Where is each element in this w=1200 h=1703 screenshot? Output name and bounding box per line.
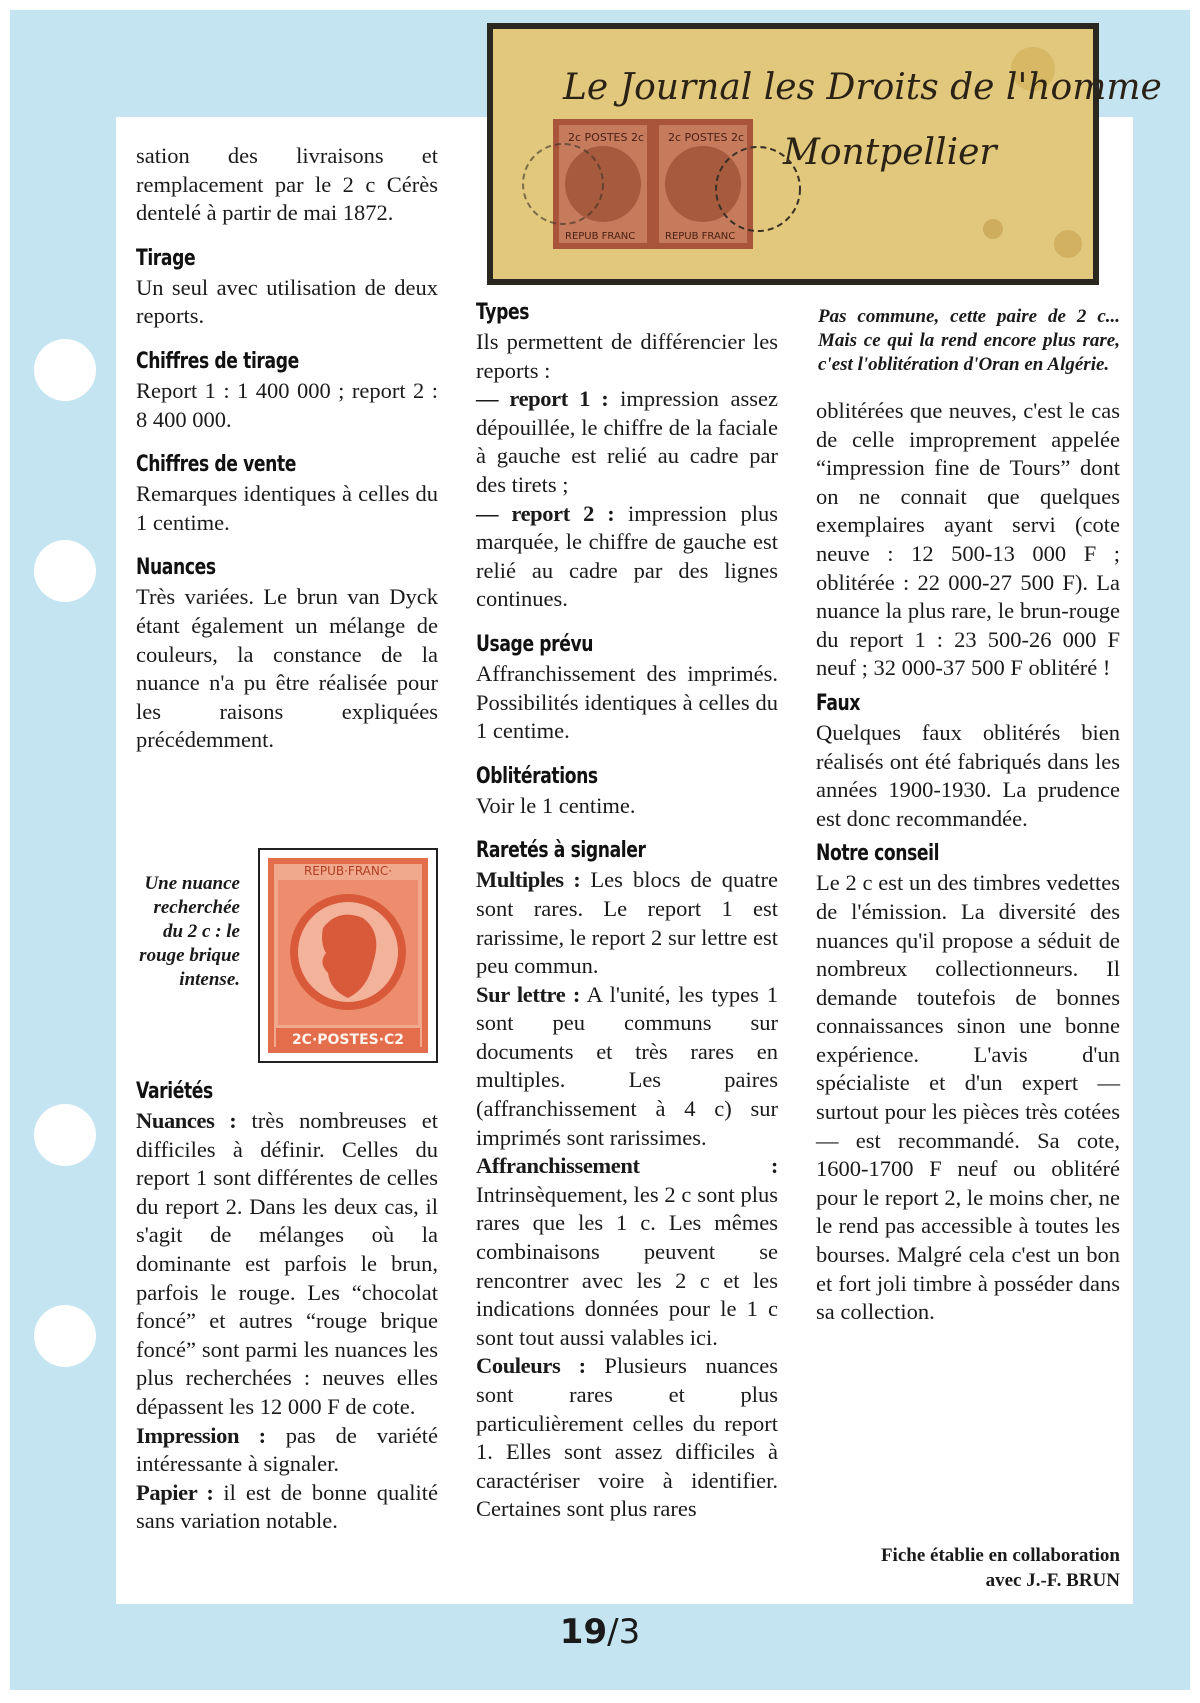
stamp-pair	[553, 119, 753, 249]
varietes-papier: Papier : il est de bonne qualité sans variation notable.	[136, 1479, 438, 1534]
binder-hole	[34, 540, 96, 602]
stamp-caption: Une nuance recherchée du 2 c : le rouge brique intense.	[139, 873, 240, 990]
tirage-text: Un seul avec utilisation de deux reports.	[136, 274, 438, 329]
report2-text: — report 2 : impression plus marquée, le chiffre de gauche est relié au cadre par des lignes continues.	[476, 500, 778, 612]
binder-hole	[34, 339, 96, 401]
section-title-chiffres-vente: Chiffres de vente	[136, 452, 297, 478]
types-text: Ils permettent de différencier les reports :	[476, 329, 778, 383]
credit-line-2: avec J.-F. BRUN	[985, 1570, 1120, 1591]
chiffres-tirage-text: Report 1 : 1 400 000 ; report 2 : 8 400 000.	[136, 377, 438, 432]
handwriting-line2: Montpellier	[783, 132, 997, 173]
varietes-nuances: Nuances : très nombreuses et difficiles à définir. Celles du report 1 sont différentes de celles du report 2. Dans les deux cas, il s'agit de mélanges où la dominante est parfois le brun, parfois le rouge. Les “chocolat foncé” et autres “rouge brique foncé” sont parmi les nuances les plus recherchées : neuves elles dépassent les 12 000 F de cote.	[136, 1108, 438, 1419]
column-1	[136, 142, 438, 755]
report1-text: — report 1 : impression assez dépouillée, le chiffre de la faciale à gauche est relié au cadre par des tirets ;	[476, 386, 778, 497]
affranchissement-text: Affranchissement : Intrinsèquement, les 2 c sont plus rares que les 1 c. Les mêmes combinaisons peuvent se rencontrer avec les 2 c et les indications données pour le 1 c sont tout aussi valables ici.	[476, 1153, 778, 1350]
varietes-impression: Impression : pas de variété intéressante à signaler.	[136, 1422, 438, 1477]
sur-lettre-text: Sur lettre : A l'unité, les types 1 sont peu communs sur documents et très rares en multiples. Les paires (affranchissement à 4 c) sur imprimés sont rarissimes.	[476, 981, 778, 1150]
section-title-usage: Usage prévu	[476, 631, 594, 657]
binder-hole	[34, 1305, 96, 1367]
section-title-obliterations: Oblitérations	[476, 763, 598, 789]
credit	[816, 1543, 1120, 1593]
conseil-text: Le 2 c est un des timbres vedettes de l'émission. La diversité des nuances qu'il propose a séduit de nombreux collectionneurs. Il demande toutefois de bonnes connaissances sinon une bonne expérience. L'avis d'un spécialiste et d'un expert — surtout pour les pièces très cotées — est recommandé. Sa cote, 1600-1700 F neuf ou oblitéré pour le report 2, le moins cher, ne le rend pas accessible à toutes les bourses. Malgré cela c'est un bon et fort joli timbre à posséder dans sa collection.	[816, 870, 1120, 1325]
column-2	[476, 298, 778, 1524]
credit-line-1: Fiche établie en collaboration	[880, 1545, 1120, 1566]
envelope-photo	[487, 23, 1162, 285]
multiples-text: Multiples : Les blocs de quatre sont rares. Le report 1 est rarissime, le report 2 sur lettre est peu commun.	[476, 867, 778, 979]
continued-text: oblitérées que neuves, c'est le cas de celle improprement appelée “impression fine de Tours” dont on ne connait que quelques exemplaires ayant servi (cote neuve : 12 500-13 000 F ; oblitérée : 22 000-27 500 F). La nuance la plus rare, le brun-rouge du report 1 : 23 500-26 000 F neuf ; 32 000-37 500 F oblitéré !	[816, 398, 1120, 681]
svg-text:2c POSTES 2c: 2c POSTES 2c	[668, 131, 745, 144]
section-title-varietes: Variétés	[136, 1079, 213, 1104]
section-title-faux: Faux	[816, 690, 861, 716]
couleurs-text: Couleurs : Plusieurs nuances sont rares et plus particulièrement celles du report 1. Elles sont assez difficiles à caractériser voire à identifier. Certaines sont plus rares	[476, 1353, 778, 1522]
envelope-caption: Pas commune, cette paire de 2 c... Mais ce qui la rend encore plus rare, c'est l'oblitération d'Oran en Algérie.	[818, 306, 1120, 375]
handwriting-line1: Le Journal les Droits de l'homme	[563, 67, 1162, 108]
column-3	[816, 397, 1120, 1327]
section-title-types: Types	[476, 300, 530, 325]
svg-text:2c POSTES 2c: 2c POSTES 2c	[568, 131, 645, 144]
section-title-chiffres-tirage: Chiffres de tirage	[136, 348, 299, 374]
section-title-nuances: Nuances	[136, 555, 216, 581]
intro-text: sation des livraisons et remplacement par le 2 c Cérès dentelé à partir de mai 1872.	[136, 143, 438, 226]
svg-text:REPUB FRANC: REPUB FRANC	[565, 231, 636, 242]
binder-hole	[34, 1104, 96, 1166]
svg-text:REPUB FRANC: REPUB FRANC	[665, 231, 736, 242]
column-1-lower	[136, 1077, 438, 1536]
stamp-bottom-text: 2C·POSTES·C2	[291, 1032, 405, 1048]
chiffres-vente-text: Remarques identiques à celles du 1 centime.	[136, 481, 438, 535]
nuances-text: Très variées. Le brun van Dyck étant également un mélange de couleurs, la constance de la nuance n'a pu être réalisée pour les raisons expliquées précédemment.	[136, 584, 438, 753]
faux-text: Quelques faux oblitérés bien réalisés ont été fabriqués dans les années 1900-1930. La prudence est donc recommandée.	[816, 719, 1120, 831]
stamp-top-text: REPUB·FRANC·	[303, 864, 393, 878]
page-number: 19/3	[559, 1612, 641, 1652]
section-title-conseil: Notre conseil	[816, 841, 940, 867]
single-stamp-photo	[258, 848, 438, 1063]
section-title-tirage: Tirage	[136, 245, 196, 271]
usage-text: Affranchissement des imprimés. Possibilités identiques à celles du 1 centime.	[476, 660, 778, 744]
section-title-raretes: Raretés à signaler	[476, 838, 646, 864]
obliterations-text: Voir le 1 centime.	[476, 792, 636, 818]
